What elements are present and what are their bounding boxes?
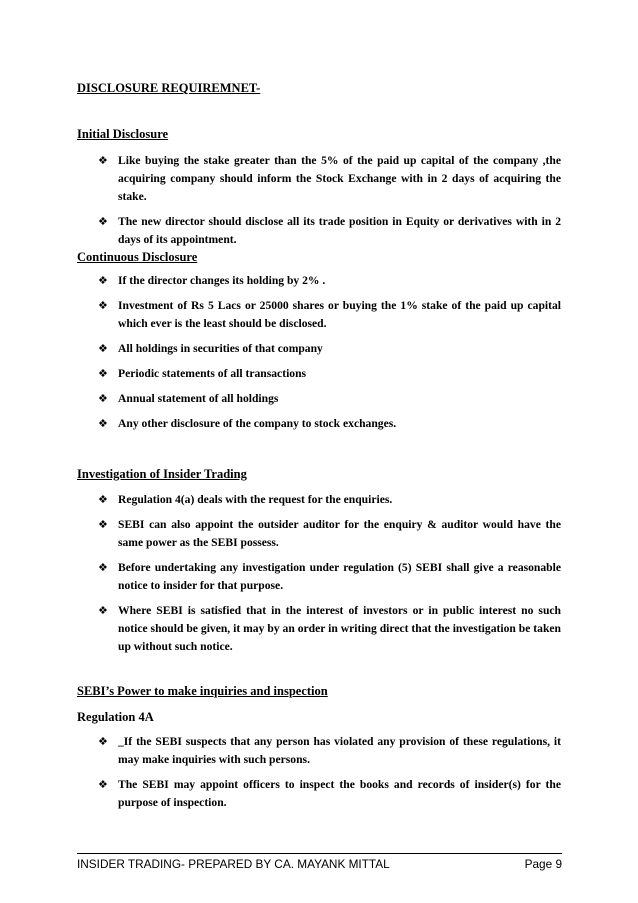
investigation-list — [98, 491, 561, 663]
diamond-bullet-icon: ❖ — [98, 342, 108, 355]
list-item: ❖ Investment of Rs 5 Lacs or 25000 shares or buying the 1% stake of the paid up capital which ever is the least should be disclosed. — [98, 299, 561, 330]
investigation-heading: Investigation of Insider Trading — [77, 467, 247, 481]
initial-disclosure-list — [98, 152, 561, 256]
diamond-bullet-icon: ❖ — [98, 778, 108, 791]
diamond-bullet-icon: ❖ — [98, 518, 108, 531]
page-footer — [77, 853, 562, 871]
diamond-bullet-icon: ❖ — [98, 392, 108, 405]
diamond-bullet-icon: ❖ — [98, 299, 108, 312]
diamond-bullet-icon: ❖ — [98, 274, 108, 287]
continuous-disclosure-heading: Continuous Disclosure — [77, 250, 198, 264]
diamond-bullet-icon: ❖ — [98, 735, 108, 748]
page-title: DISCLOSURE REQUIREMNET- — [77, 81, 261, 95]
list-item: ❖ The SEBI may appoint officers to inspect the books and records of insider(s) for the purpose of inspection. — [98, 778, 561, 809]
diamond-bullet-icon: ❖ — [98, 417, 108, 430]
continuous-disclosure-list — [98, 272, 561, 440]
list-item: ❖ All holdings in securities of that company — [98, 340, 561, 358]
diamond-bullet-icon: ❖ — [98, 215, 108, 228]
footer-title: INSIDER TRADING- PREPARED BY CA. MAYANK MITTAL — [77, 857, 390, 871]
diamond-bullet-icon: ❖ — [98, 561, 108, 574]
sebi-powers-heading: SEBI’s Power to make inquiries and inspection — [77, 684, 328, 698]
list-item: ❖ Where SEBI is satisfied that in the interest of investors or in public interest no such notice should be given, it may by an order in writing direct that the investigation be taken up without such notice. — [98, 604, 561, 653]
page-number: Page 9 — [524, 857, 562, 871]
sebi-powers-list — [98, 733, 561, 819]
diamond-bullet-icon: ❖ — [98, 154, 108, 167]
initial-disclosure-heading: Initial Disclosure — [77, 127, 169, 141]
list-item: ❖ Before undertaking any investigation under regulation (5) SEBI shall give a reasonable notice to insider for that purpose. — [98, 561, 561, 592]
regulation-subheading: Regulation 4A — [77, 710, 154, 724]
list-item: ❖ SEBI can also appoint the outsider auditor for the enquiry & auditor would have the same power as the SEBI possess. — [98, 518, 561, 549]
diamond-bullet-icon: ❖ — [98, 367, 108, 380]
list-item: ❖ Regulation 4(a) deals with the request for the enquiries. — [98, 491, 561, 509]
diamond-bullet-icon: ❖ — [98, 604, 108, 617]
diamond-bullet-icon: ❖ — [98, 493, 108, 506]
list-item: ❖ Annual statement of all holdings — [98, 390, 561, 408]
list-item: ❖ Like buying the stake greater than the 5% of the paid up capital of the company ,the acquiring company should inform the Stock Exchange with in 2 days of acquiring the stake. — [98, 154, 561, 203]
list-item: ❖ The new director should disclose all its trade position in Equity or derivatives with in 2 days of its appointment. — [98, 215, 561, 246]
list-item: ❖ If the director changes its holding by 2% . — [98, 272, 561, 290]
list-item: ❖ Periodic statements of all transactions — [98, 365, 561, 383]
list-item: ❖ _If the SEBI suspects that any person has violated any provision of these regulations, it may make inquiries with such persons. — [98, 735, 561, 766]
list-item: ❖ Any other disclosure of the company to stock exchanges. — [98, 415, 561, 433]
